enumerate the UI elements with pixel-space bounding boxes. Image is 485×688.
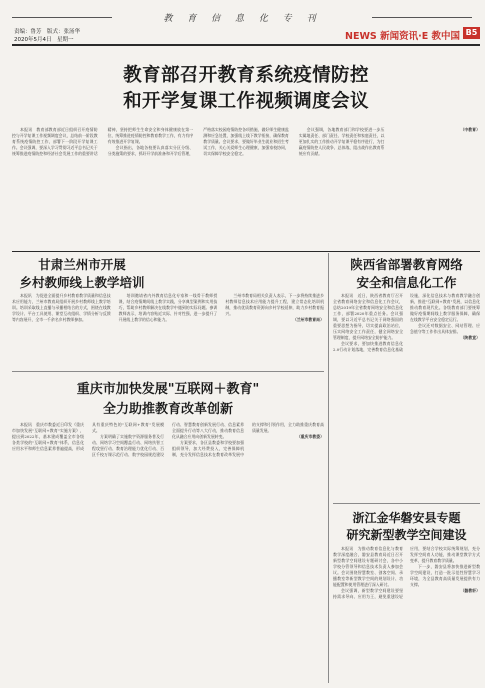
masthead [0,0,485,43]
lanzhou-article [12,253,324,365]
lead-headline-line1: 教育部召开教育系统疫情防控 [123,65,369,86]
lead-paragraph: 会议指出，各地各校要认真落实分区分级、分类施策的要求，抓好开学前准备和开学后管理，严格落实校园疫情防控各项措施，做好师生健康监测和应急处置，加强线上线下教学衔接，确保教育教学质量。会议要求，要做好毕业生就业和招生考试工作，关心关爱师生心理健康，加强家校协同，切实保障学校安全稳定。 [107,127,289,157]
lead-headline-line2: 和开学复课工作视频调度会议 [123,91,369,112]
lanzhou-headline-line2: 乡村教师线上教学培训 [19,275,145,290]
chongqing-article [12,374,324,684]
panan-paragraph: 会议强调，新型教学空间建设要坚持需求导向、应用为王，避免重建设轻应用，要结合学校实际统筹规划，充分发挥空间育人功能，推动课堂教学方式变革，提升教育教学质量。 [333,546,480,600]
lead-source: （中教育） [460,127,480,132]
panan-source: （磐教轩） [460,588,480,594]
lanzhou-source: （兰州市教育局） [292,317,324,323]
panan-headline-line2: 研究新型教学空间建设 [346,528,467,542]
section-divider-3 [333,503,480,504]
lanzhou-paragraph: 培训邀请省内外教育信息化专家和一线骨干教师授课，结合疫情期间线上教学实践，分享典型案例和实用技巧，帮助乡村教师解决在线教学中遇到的实际问题。参训教师表示，培训内容贴近实际、针对性强，进一步提升了开展线上教学的信心和能力。 [118,293,218,323]
shaanxi-headline-line1: 陕西省部署教育网络 [350,257,463,272]
lead-paragraph: 本报讯 教育部教育部近日组织召开疫情防控与开学复课工作视频调度会议，总结前一阶段教育系统疫情防控工作，部署下一阶段开学复课工作。会议强调，要深入学习贯彻习近平总书记关于统筹推进疫情防控和经济社会发展工作的重要讲话精神，坚持把师生生命安全和身体健康放在第一位，统筹推进疫情防控和教育教学工作，有力有序有效推进开学复课。 [12,127,194,157]
chongqing-article-body [12,422,324,682]
shaanxi-paragraph: 本报讯 近日，陕西省教育厅召开全省教育网络安全和信息化工作会议，总结2019年全省教育网络安全和信息化工作，部署2020年重点任务。会议强调，要以习近平总书记关于网络强国的重要思想为指导，切实提高政治站位，压实网络安全工作责任，健全网络安全管理制度，提升网络安全防护能力。 [333,293,403,341]
lanzhou-paragraph: 兰州市教育局相关负责人表示，下一步将持续推进乡村教师信息技术应用能力提升工程，建立常态化培训机制，推动优质教育资源向乡村学校延伸，助力乡村教育振兴。 [225,293,324,317]
panan-headline-line1: 浙江金华磐安县专题 [352,511,461,525]
editor-line: 责编：鲁芳 版式：张汤华 [14,29,81,35]
edition-title: NEWS 新闻资讯·E 教中国 [345,31,460,42]
shaanxi-article [333,253,480,501]
panan-article [333,506,480,684]
chongqing-source: （重庆市教委） [296,434,324,440]
lead-article-body [12,127,480,245]
page-code: B5 [465,28,478,37]
chongqing-paragraph: 本报讯 重庆市教委近日印发《重庆市加快发展"互联网+教育"实施方案》，提出到2022年，基本建成覆盖全市各级各类学校的"互联网+教育"体系，信息化应用水平和师生信息素养普遍提高，形成具有重庆特色的"互联网+教育"发展模式。 [12,422,164,452]
section-divider-2 [12,371,324,372]
lanzhou-headline-line1: 甘肃兰州市开展 [38,257,126,272]
chongqing-paragraph: 方案明确了实施数字资源服务普及行动、网络学习空间覆盖行动、网络扶智工程攻坚行动、教育治理能力优化行动、百区千校万课示范行动、数字校园规范建设行动、智慧教育创新发展行动、信息素养全面提升行动等八大行动，推动教育信息化从融合应用向创新发展转变。 [92,422,244,458]
shaanxi-paragraph: 会议要求，要加快推进教育信息化2.0行动计划落地，完善教育信息化基础设施，深化信息技术与教育教学融合创新，推进"互联网+教育"发展，以信息化推动教育现代化。各级教育部门要统筹做好疫情期间线上教学服务保障，确保在线教学平台安全稳定运行。 [333,293,480,353]
lanzhou-paragraph: 本报讯 为促进全面提升乡村教育教学质量和信息技术应用能力，兰州市教育局组织开展乡村教师线上教学培训。培训采取线上直播与录播相结合的方式，围绕在线教学设计、平台工具使用、课堂互动组织、学情分析与反馈等内容展开，全市一千余名乡村教师参加。 [12,293,111,323]
masthead-bottom-rule [12,44,480,46]
masthead-motto: 教 育 信 息 化 专 刊 [163,14,322,24]
chongqing-headline-line2: 全力助推教育改革创新 [102,402,233,417]
chongqing-headline-line1: 重庆市加快发展"互联网＋教育" [76,382,260,397]
date-line: 2020年5月4日 星期一 [14,37,74,43]
shaanxi-paragraph: 会议还对数据安全、网站管理、应急值守等工作作出具体安排。 [410,323,480,335]
panan-paragraph: 下一步，磐安县将加快推进新型教学空间建设，打造一批示范性智慧学习环境，为全县教育高质量发展提供有力支撑。 [410,564,480,588]
shaanxi-article-body [333,293,480,501]
chongqing-paragraph: 方案要求，各区县教委和学校要加强组织领导，加大经费投入，完善保障机制，充分发挥信息技术在教育改革发展中的支撑和引领作用，全力助推重庆教育高质量发展。 [172,422,324,458]
section-divider-1 [12,251,480,252]
lead-article [12,47,480,249]
shaanxi-headline-line2: 安全和信息化工作 [356,275,457,290]
lead-paragraph: 会议强调，各地教育部门和学校要进一步压实属地责任、部门责任、学校责任和家庭责任，以更加扎实的工作推动开学复课平稳有序进行，为打赢疫情防控人民战争、总体战、阻击战作出教育系统应有贡献。 [298,127,385,157]
column-divider-right [328,253,329,683]
shaanxi-source: （陕教宣） [460,335,480,341]
panan-article-body [333,546,480,684]
panan-paragraph: 本报讯 为推动教育信息化与教育教学深度融合，磐安县教育局近日召开新型教学空间建设专题研讨会，各中小学校分管领导和信息技术负责人参加会议。会议围绕智慧教室、创客空间、录播教室等新型教学空间的规划设计、功能配置和使用管理进行深入研讨。 [333,546,403,588]
